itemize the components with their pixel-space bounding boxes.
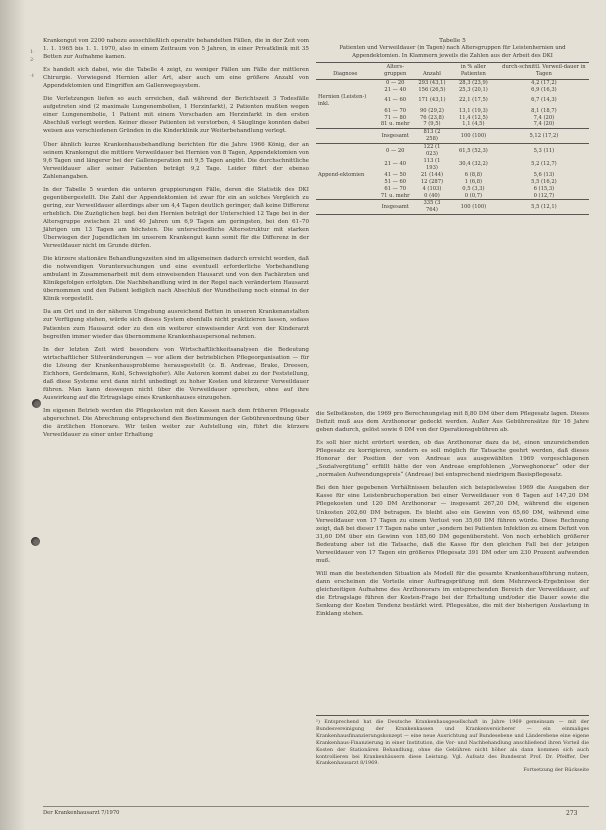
diagnosis-cell [316, 129, 375, 144]
table-cell: 76 (23,8) [420, 114, 444, 121]
table-cell: 21 — 40 [384, 161, 407, 168]
table-cell: 71 — 80 [384, 114, 407, 121]
table-total-row [316, 200, 589, 215]
table-cell: 81 u. mehr [380, 121, 410, 128]
right-text-column [316, 410, 589, 623]
table-cell: 30,4 (32,2) [458, 161, 488, 168]
diagnosis-cell [316, 80, 375, 87]
table-cell: 0 — 20 [386, 147, 405, 154]
table-cell: 1,1 (4,5) [462, 121, 485, 128]
footnote [316, 715, 589, 774]
table-cell: 1 (6,8) [464, 178, 483, 185]
diagnosis-cell [316, 121, 375, 128]
diagnosis-cell [316, 144, 375, 158]
table-cell: 122 (1 023) [423, 144, 441, 158]
table-row [316, 87, 589, 94]
table-cell: 0,5 (3,3) [462, 185, 485, 192]
binder-hole-icon [31, 537, 40, 546]
table-row [316, 193, 589, 200]
page-gutter-shadow [0, 0, 26, 830]
table-cell: 5,2 (12,7) [531, 161, 557, 168]
table-cell: 6 (8,8) [464, 171, 483, 178]
table-cell: 13,1 (19,3) [458, 107, 488, 114]
table-cell: 61 — 70 [384, 107, 407, 114]
diagnosis-cell [316, 108, 375, 115]
table-cell: 171 (43,1) [418, 97, 446, 104]
table-cell: 12 (287) [420, 178, 444, 185]
table-cell: 71 u. mehr [380, 192, 410, 199]
data-table [316, 62, 589, 215]
footnote-text: ¹) Entsprechend hat die Deutsche Krankenhausgesellschaft in Jahre 1969 gemeinsam — mit der Bundesvereinigung der Krankenkassen und Krankenversicherer — ein einmaliges Krankenhausfinanzierungskonzept — eine neue Ausrichtung auf Bundesebene und Länderebene eine eigene Krankenhaus-Finanzierung in einer Institution, die Vor- und Nachbehandlung anschließend ihren Vorteil die Kosten der Stationären Behandlung, ohne die Gebühren nicht höher als dann kommen sich auch kontrollieren bei Krankenhäusern diese Leistung. Vgl. Aufsatz des Bundesrat Prof. Dr. Pfeiffer, Der Krankenhausarzt 8/1969. [316, 719, 589, 767]
journal-name: Der Krankenhausarzt 7/1970 [43, 810, 120, 816]
table-header-cell: Diagnose [316, 63, 375, 80]
table-cell: 41 — 60 [384, 97, 407, 104]
table-header-cell: Alters-gruppen [375, 63, 416, 80]
table-cell: 6 (15,3) [533, 185, 555, 192]
table-cell: 0 (12,7) [533, 192, 555, 199]
body-paragraph: In der Tabelle 5 wurden die unteren gruppierungen Fälle, deren die Statistik des DKI gegenübergestellt. Die Zahl der Appendektomien ist zwar für ein an solches Vergleich zu gering, zur Verweildauer allerdings aber um 4,4 Tagen deutlich geringer, daß keine Differenz erheblich. Die Zuzüglichen bzgl. bei den Hernien beträgt der Unterschied 12 Tage bei in der Altersgruppe zwischen 21 und 40 Jahren um 6,9 Tagen am geringsten, bei den 61–70 Jährigen um 13 Tagen am höchsten. Die unterschiedliche Altersstruktur mit starken Überwiegen der Jugendlichen im unserem Krankengut kann somit für die Differenz in der Verweildauer nicht im Grunde dürfen. [43, 186, 309, 250]
table-header-cell: in % aller Patienten [448, 63, 499, 80]
table-cell: 4,2 (17,2) [531, 80, 557, 86]
table-cell: 113 (1 193) [423, 157, 441, 171]
table-header-row [316, 63, 589, 80]
body-paragraph: Es handelt sich dabei, wie die Tabelle 4 zeigt, zu weniger Fällen um Fälle der mittleren Chirurgie. Vorwiegend Hernien aller Art, aber auch um eine größere Anzahl von Appendektomien und Eingriffen am Gallenwegssystem. [43, 67, 309, 90]
binder-hole-icon [32, 399, 41, 408]
table-row [316, 94, 589, 108]
table-cell: 0 (0,7) [464, 192, 483, 199]
table-cell: 5,5 (16,2) [531, 178, 557, 185]
diagnosis-cell [316, 186, 375, 193]
body-paragraph: Will man die bestehenden Situation als Modell für die gesamte Krankenhausführung nutzen, dann erscheinen die Vorteile einer Auftragsprüfung mit dem Mehrzweck-Ergebnisse der gleichzeitigen Aufnahme des Arzthonorars im entsprechenden Bereich der Verweildauer, auf die Ertragslage führen der Kosten-Frage bei der Erhaltung und/oder die Dauer sowie die Senkung der Kosten Tendenz bestärkt wird. Pflegesätze, die mit der bisherigen Auslastung in Einklang stehen. [316, 570, 589, 618]
table-row [316, 172, 589, 179]
table-cell: 90 (29,2) [420, 107, 444, 114]
table-cell: 813 (2 258) [416, 129, 448, 144]
table-cell: 61,5 (52,3) [458, 147, 488, 154]
diagnosis-cell: Append-ektomien [318, 171, 365, 178]
table-row [316, 144, 589, 158]
table-cell: 21 — 40 [384, 86, 407, 93]
table-cell: 100 (100) [448, 200, 499, 215]
table-cell: 25,3 (20,1) [458, 86, 488, 93]
table-cell: 28,3 (23,9) [458, 80, 488, 86]
footnote-continuation: Fortsetzung der Rückseite [523, 767, 589, 774]
diagnosis-cell [316, 179, 375, 186]
body-paragraph: Es soll hier nicht erörtert werden, ob das Arzthonorar dazu da ist, einen unzureichenden Pflegesatz zu korrigieren, sondern es soll möglich für Tatsache geehrt werden, daß dieses Honorar der Position der von Andreae aus ausgewählten 1969 vorgeschlagenen „Sozialvergütung“ erfüllt hätte der von Andreae empfohlenen „Vorweghonorar“ oder der „normalen Aufwendungspreis“ (Andreae) bei entsprechend niedrigem Basispflegesatz. [316, 440, 589, 479]
table-cell: 0 — 20 [386, 80, 405, 86]
body-paragraph: Bei den hier gegebenen Verhältnissen belaufen sich beispielsweise 1969 die Ausgaben der Kasse für eine Leistenbruchoperation bei einer Verweildauer von 6 Tagen auf 147,20 DM Pflegekosten und 120 DM Arzthonorar — insgesamt 267,20 DM, während die eigenen Unkosten 202,60 DM betragen. Es bleibt also ein Gewinn von 65,60 DM, während eine Verweildauer von 17 Tagen zu einem Verlust von 35,60 DM führen würde. Diese Rechnung zeigt, daß bei dieser 17 Tagen nahe unter „sondern bei Patienten Infektion zu einem Defizit von 31,60 DM über ein Gewinn von 185,60 DM gegenübersteht. Von noch erheblich größerer Bedeutung aber ist die Tatsache, daß die Kasse für den gleichen Fall bei der jetzigen Verweildauer von 17 Tagen ein größeres Pflegesatz 391 DM oder um 230 Prozent aufwenden muß. [316, 485, 589, 564]
body-paragraph: Da am Ort und in der näheren Umgebung ausreichend Betten in unseren Krankenanstalten zur Verfügung stehen, würde sich dieses System ebenfalls nicht praktizieren lassen, sodass Patienten zum Hausarzt oder zu den ein weiterer einweisender Arzt von der Kinderarzt begreifen immer wieder das übernommene Krankenhauspersonal nehmen. [43, 309, 309, 340]
table-caption: Patienten und Verweildauer (in Tagen) nach Altersgruppen für Leistenhernien und Appendektomien. In Klammern jeweils die Zahlen aus der Arbeit des DKI [339, 45, 566, 59]
table-cell: 156 (26,5) [418, 86, 446, 93]
body-paragraph: Über ähnlich kurze Krankenhausbehandlung berichten für die Jahre 1966 König, der an seinem Krankengut die mittlere Verweildauer bei Hernien von 8 Tagen, Appendektomien von 9,6 Tagen und längerer bei der Gallenoperation mit 9,5 Tagen angibt. Die durchschnittliche Verweildauer aller seiner Patienten beträgt 9,2 Tage. Leider führt der ebenso Zahlenangaben. [43, 141, 309, 180]
table-cell: 7 (9,5) [423, 121, 441, 128]
table-cell: 7,4 (20) [533, 121, 555, 128]
table-cell: 5,6 (13) [533, 171, 555, 178]
body-paragraph: Die Verletzungen liefen so auch erreichen, daß während der Berichtszeit 3 Todesfälle aufgetreten sind (2 maximale Lungenembolien, 1 Herzinfarkt), 2 Patienten mußten wegen einer Lungenembolie, 1 Patient mit einem Vorschaden am Herzinfarkt in den ersten Abschluß verlegt werden. Keiner dieser Patienten ist verstorben, 4 Säuglinge konnten dabei weisen aus verschiedenen Gründen in die Kinderklinik zur Weiterbehandlung verlegt. [43, 96, 309, 135]
table-header-cell: durch-schnittl. Verweil-dauer in Tagen [499, 63, 589, 80]
diagnosis-cell [316, 158, 375, 172]
margin-notes: 1· 2· ·ℓ [30, 49, 35, 79]
table-row [316, 80, 589, 87]
table-cell: 4 (103) [422, 185, 442, 192]
diagnosis-cell [316, 115, 375, 122]
table-row [316, 179, 589, 186]
table-cell: 21 (144) [420, 171, 444, 178]
table-row [316, 158, 589, 172]
table-cell: 5,3 (11) [533, 147, 555, 154]
page-number: 273 [566, 810, 578, 817]
table-cell: 51 — 60 [384, 178, 407, 185]
table-header-cell: Anzahl [416, 63, 448, 80]
table-5-block [316, 37, 589, 215]
table-cell: 335 (3 764) [416, 200, 448, 215]
table-total-row [316, 129, 589, 144]
table-cell: 6,9 (16,3) [531, 86, 557, 93]
body-paragraph: Die kürzere stationäre Behandlungszeiten sind im allgemeinen dadurch erreicht worden, daß die notwendigen Voruntersuchungen und eine eventuell erforderliche Vorbehandlung ambulant in Zusammenarbeit mit dem einweisenden Hausarzt und von den Fachärzten und Klinikgefolgen erfolgten. Die Nachbehandlung wird in der Regel nach verändertem Hausarzt übernommen und den Patient lediglich nach Abschluß der Wundheilung noch einmal in der Klinik vorgestellt. [43, 256, 309, 303]
table-cell: 7,4 (20) [533, 114, 555, 121]
diagnosis-cell [316, 193, 375, 200]
body-paragraph: die Selbstkosten, die 1969 pro Berechnungstag mit 8,80 DM über dem Pflegesatz lagen. Dieses Defizit muß aus dem Arzthonorar gedeckt werden. Außer Aus Gebührensätze für 16 Jahre geben dadurch, gelöst sowie 6 DM von der Operationsgebühren ab. [316, 411, 589, 434]
table-cell: Insgesamt [375, 129, 416, 144]
table-cell: 61 — 70 [384, 185, 407, 192]
diagnosis-cell [316, 87, 375, 94]
table-cell: 0 (40) [424, 192, 440, 199]
table-cell: 5,5 (12,1) [499, 200, 589, 215]
table-row [316, 108, 589, 115]
table-cell: Insgesamt [375, 200, 416, 215]
table-cell: 100 (100) [448, 129, 499, 144]
table-cell: 6,7 (14,3) [531, 97, 557, 104]
table-cell: 41 — 50 [384, 171, 407, 178]
left-text-column [43, 37, 309, 444]
table-cell: 8,1 (18,7) [531, 107, 557, 114]
footer-rule [43, 806, 589, 807]
body-paragraph: Im eigenen Betrieb werden die Pflegekosten mit den Kassen nach dem früheren Pflegesatz abgerechnet. Die Abrechnung entsprechend den Bestimmungen der Gebührenordnung über die ärztlichen Honorare. Wir teilen weiter zur Aufstellung ein, führt die kürzere Verweildauer zu einer unter Erhaltung [43, 407, 309, 439]
table-cell: 293 (43,1) [418, 80, 446, 86]
body-paragraph: In der letzten Zeit wird besonders von Wirtschaftlichkeitsanalysen die Bedeutung wirtschaftlicher Stilveränderungen — vor allem der betrieblichen Pflegeorganisation — für die Lösung der Krankenhausprobleme herausgestellt (z. B. Andreae, Brake, Dreesen, Eichhorn, Gerdelmann, Kohl, Schweighofer). Alle Autoren kommt dabei zu der Feststellung, daß diese Systeme erst dann nicht unbedingt zu hoher Kosten und kürzerer Verweildauer führen. Man kann deswegen nicht über die Verweildauer sprechen, ohne auf ihre Auswirkung auf die Ertragslage eines Krankenhauses einzugehen. [43, 346, 309, 401]
body-paragraph: Krankengut von 2200 nahezu ausschließlich operativ behandelten Fällen, die in der Zeit vom 1. 1. 1965 bis 1. 1. 1970, also in einem Zeitraum von 5 Jahren, in einer Privatklinik mit 35 Betten zur Aufnahme kamen. [43, 38, 309, 61]
diagnosis-cell [316, 200, 375, 215]
table-cell: 11,4 (12,5) [458, 114, 488, 121]
table-body [316, 80, 589, 215]
table-row [316, 121, 589, 128]
table-cell: 22,1 (17,5) [458, 97, 488, 104]
table-title: Tabelle 5 [439, 38, 466, 44]
diagnosis-cell: Hernien (Leisten-) inkl. [318, 93, 367, 107]
table-row [316, 186, 589, 193]
table-cell: 5,12 (17,2) [499, 129, 589, 144]
